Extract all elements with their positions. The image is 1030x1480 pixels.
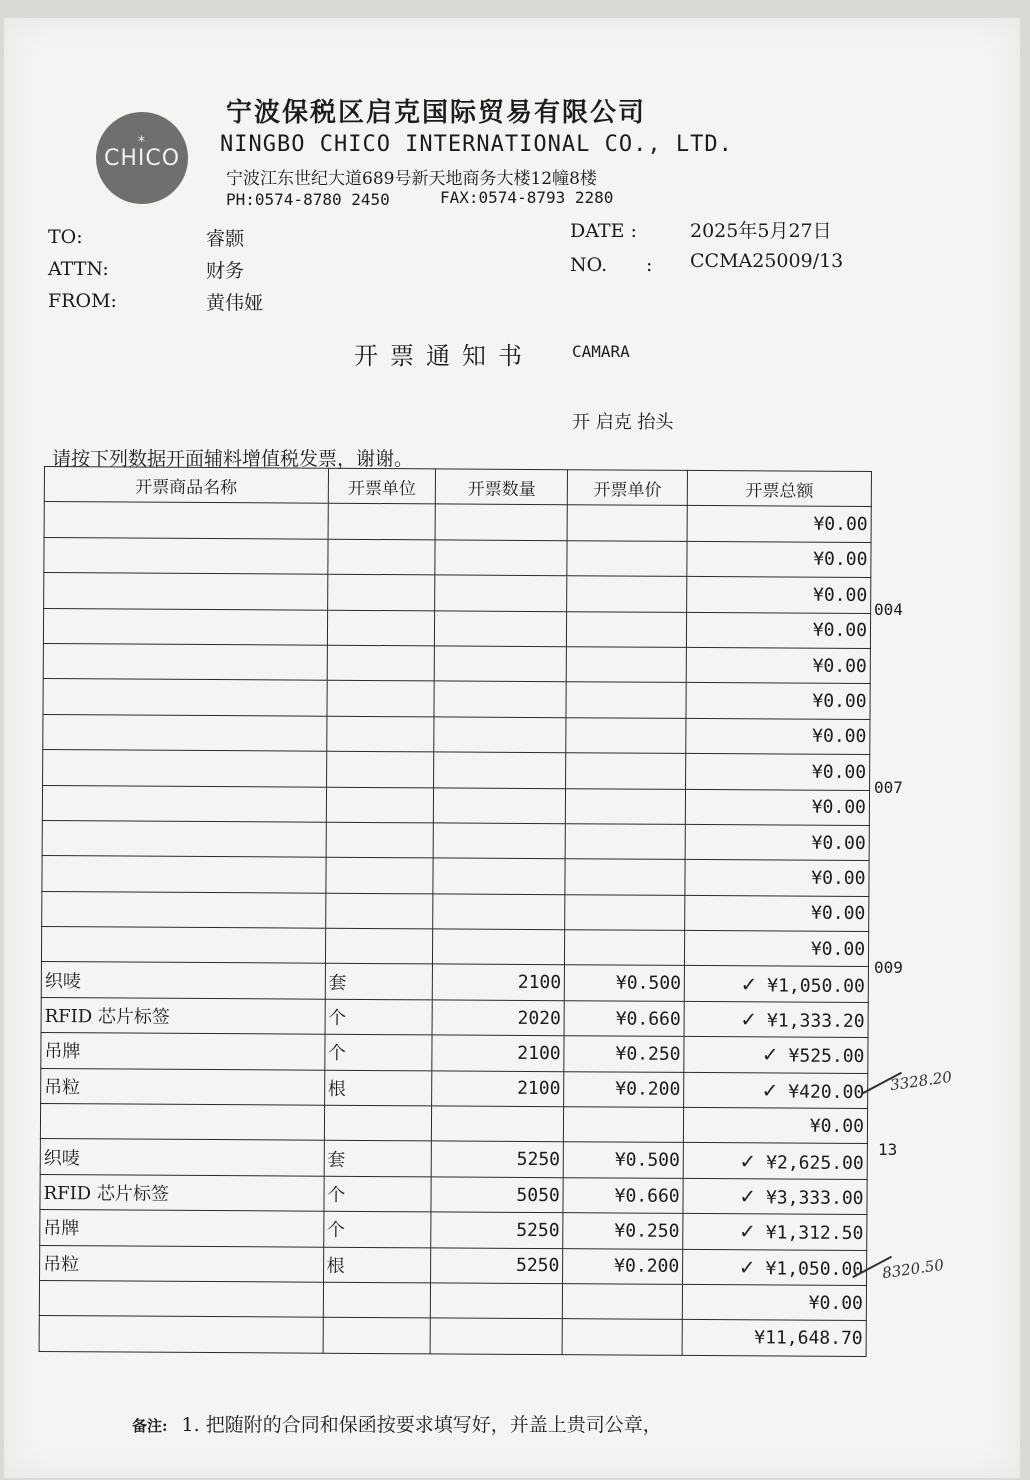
handwritten-subtotal-1: 3328.20 (889, 1067, 953, 1095)
cell-quantity (434, 787, 566, 823)
checkmark-icon: ✓ (740, 971, 758, 997)
cell-unit (327, 574, 435, 610)
cell-quantity (435, 575, 567, 611)
cell-product-name (43, 750, 327, 787)
cell-unit-text: 个 (327, 1184, 346, 1206)
cell-unit-price (565, 965, 685, 1001)
table-row (41, 1033, 868, 1073)
brand-name: CAMARA (572, 342, 630, 361)
cell-product-name (41, 997, 325, 1034)
date-value: 2025年5月27日 (690, 220, 832, 242)
table-row (41, 962, 868, 1002)
table-header-row (44, 467, 871, 507)
cell-product-name (41, 1033, 325, 1070)
cell-total-text: ¥0.00 (811, 761, 867, 783)
cell-unit-price-text: ¥0.660 (614, 1184, 680, 1207)
cell-total-text: ¥0.00 (812, 655, 867, 677)
number-value: CCMA25009/13 (690, 250, 844, 272)
cell-product-name (43, 643, 327, 680)
cell-unit (327, 681, 435, 717)
company-phone: PH:0574-8780 2450 (226, 190, 390, 209)
cell-unit-price (565, 894, 685, 930)
table-row (43, 608, 870, 648)
cell-unit (324, 1105, 432, 1141)
cell-product-name (39, 1316, 323, 1353)
cell-total (684, 1001, 868, 1038)
table-row (40, 1104, 867, 1144)
cell-total-text: ¥1,050.00 (765, 1258, 864, 1280)
cell-product-name-text: 吊粒 (43, 1253, 80, 1276)
cell-unit (327, 539, 435, 575)
cell-quantity (434, 752, 566, 788)
table-row (40, 1210, 867, 1250)
cell-quantity (435, 540, 567, 576)
cell-unit-text: 根 (326, 1255, 345, 1277)
col-header-quantity: 开票数量 (436, 469, 568, 505)
cell-quantity-text: 2100 (517, 1042, 561, 1065)
invoice-table (39, 466, 872, 1357)
cell-product-name (44, 537, 328, 574)
table-row (42, 856, 869, 896)
cell-total-text: ¥420.00 (788, 1081, 865, 1103)
cell-total (683, 1249, 867, 1286)
cell-unit (323, 1247, 431, 1283)
cell-unit (325, 999, 433, 1035)
cell-total (686, 754, 870, 791)
cell-total-text: ¥1,312.50 (765, 1222, 864, 1245)
cell-quantity (431, 1212, 563, 1248)
remark-line (132, 1410, 662, 1437)
cell-unit-price (564, 1001, 684, 1037)
checkmark-icon: ✓ (761, 1042, 779, 1067)
attn-value: 财务 (206, 260, 245, 282)
table-row (41, 927, 868, 967)
cell-total-text: ¥2,625.00 (766, 1152, 864, 1174)
cell-unit-text: 个 (326, 1220, 345, 1242)
table-row (40, 1245, 867, 1285)
cell-total (685, 860, 869, 897)
cell-total (685, 824, 869, 861)
table-row (40, 1139, 867, 1179)
cell-total (684, 1107, 868, 1144)
cell-total-text: ¥0.00 (812, 619, 868, 642)
table-row (43, 643, 870, 683)
cell-product-name (44, 502, 328, 539)
cell-unit-price (564, 1107, 684, 1143)
cell-unit-price (565, 859, 685, 895)
cell-product-name (40, 1139, 324, 1176)
logo-star-icon: * (138, 134, 146, 150)
cell-total (687, 506, 871, 543)
cell-quantity (435, 504, 567, 540)
cell-quantity (432, 1106, 564, 1142)
cell-quantity-text: 5250 (515, 1255, 560, 1277)
cell-unit-price-text: ¥0.200 (615, 1078, 681, 1101)
cell-product-name (44, 573, 328, 610)
cell-unit (323, 1318, 431, 1354)
cell-unit-price-text: ¥0.500 (614, 1149, 680, 1172)
cell-quantity (434, 681, 566, 717)
cell-total-text: ¥0.00 (811, 796, 866, 819)
cell-unit-price (563, 1284, 683, 1320)
cell-unit-price (563, 1248, 683, 1284)
cell-product-name (42, 891, 326, 928)
cell-quantity-text: 2100 (517, 1078, 561, 1100)
cell-unit-price (562, 1319, 682, 1355)
number-colon: : (646, 254, 653, 276)
cell-unit-text: 根 (327, 1078, 346, 1100)
cell-unit-price (567, 540, 687, 576)
col-header-unit: 开票单位 (328, 468, 436, 504)
cell-total (684, 1072, 868, 1109)
cell-unit-text: 个 (327, 1043, 347, 1065)
cell-unit (325, 964, 433, 1000)
cell-total-text: ¥3,333.00 (765, 1187, 864, 1210)
cell-quantity (433, 964, 565, 1000)
invoice-notice-sheet (4, 18, 1020, 1478)
cell-total (684, 966, 868, 1003)
cell-total-text: ¥0.00 (811, 903, 866, 925)
cell-total-text: ¥0.00 (812, 726, 867, 748)
cell-product-name-text: RFID 芯片标签 (44, 1006, 171, 1028)
remark-label: 备注: (132, 1417, 168, 1435)
cell-unit-price (563, 1142, 683, 1178)
cell-unit (327, 610, 435, 646)
logo-text: CHICO (103, 145, 181, 171)
cell-product-name-text: 吊牌 (44, 1041, 81, 1063)
cell-quantity (433, 929, 565, 965)
cell-unit-price-text: ¥0.200 (614, 1255, 680, 1278)
date-label: DATE : (570, 220, 637, 242)
cell-unit-price (566, 682, 686, 718)
cell-total (682, 1284, 866, 1321)
cell-product-name (41, 1068, 325, 1105)
checkmark-icon: ✓ (738, 1255, 756, 1280)
company-name-cn: 宁波保税区启克国际贸易有限公司 (226, 98, 647, 128)
checkmark-icon: ✓ (738, 1219, 756, 1244)
table-row (42, 785, 869, 825)
cell-product-name (39, 1280, 323, 1317)
table-row (42, 891, 869, 931)
margin-note-004: 004 (874, 600, 903, 619)
cell-total-text: ¥0.00 (811, 832, 866, 854)
col-header-product-name: 开票商品名称 (44, 467, 328, 504)
cell-quantity (433, 894, 565, 930)
cell-unit-price (566, 753, 686, 789)
cell-unit-price (566, 647, 686, 683)
table-row (44, 573, 871, 613)
cell-total (685, 895, 869, 932)
cell-unit (324, 1141, 432, 1177)
cell-total-text: ¥11,648.70 (754, 1327, 863, 1350)
cell-quantity (435, 610, 567, 646)
cell-product-name (42, 820, 326, 857)
cell-quantity (432, 1141, 564, 1177)
cell-unit-text: 套 (328, 972, 347, 994)
remark-text: 1. 把随附的合同和保函按要求填写好，并盖上贵司公章， (181, 1414, 662, 1436)
cell-total-text: ¥0.00 (813, 513, 868, 536)
cell-unit (323, 1282, 431, 1318)
cell-total-text: ¥0.00 (809, 1115, 865, 1137)
cell-total (685, 931, 869, 968)
cell-product-name (42, 856, 326, 893)
cell-quantity (432, 1000, 564, 1036)
cell-unit (326, 787, 434, 823)
cell-product-name-text: 织唛 (44, 970, 81, 992)
number-label: NO. (570, 254, 608, 276)
cell-total (684, 1037, 868, 1074)
cell-product-name-text: 织唛 (43, 1147, 80, 1169)
cell-quantity-text: 5050 (516, 1184, 560, 1206)
cell-quantity-text: 5250 (516, 1219, 560, 1242)
cell-total (686, 683, 870, 720)
cell-total (685, 789, 869, 826)
cell-total-text: ¥0.00 (808, 1292, 863, 1314)
cell-total (682, 1320, 866, 1357)
company-logo (96, 112, 188, 204)
margin-note-13: 13 (878, 1140, 898, 1159)
cell-quantity (432, 1071, 564, 1107)
cell-unit-price (563, 1177, 683, 1213)
cell-unit-text: 套 (327, 1149, 346, 1171)
cell-unit (324, 1034, 432, 1070)
cell-total (687, 541, 871, 578)
table-row (44, 502, 871, 542)
cell-total (683, 1178, 867, 1215)
cell-quantity (434, 823, 566, 859)
cell-total-text: ¥0.00 (812, 584, 868, 606)
cell-total-text: ¥0.00 (810, 938, 866, 960)
cell-unit-price-text: ¥0.250 (614, 1220, 680, 1242)
table-row (44, 537, 871, 577)
from-label: FROM: (48, 290, 117, 312)
cell-product-name (40, 1245, 324, 1282)
cell-product-name (41, 927, 325, 964)
table-row (39, 1280, 866, 1320)
cell-product-name (43, 714, 327, 751)
cell-product-name (43, 608, 327, 645)
company-address: 宁波江东世纪大道689号新天地商务大楼12幢8楼 (226, 169, 597, 189)
cell-product-name (40, 1104, 324, 1141)
cell-unit-price (566, 788, 686, 824)
cell-unit-price (567, 505, 687, 541)
cell-unit (326, 751, 434, 787)
to-value: 睿颢 (206, 228, 245, 250)
cell-unit-price (565, 930, 685, 966)
cell-quantity (432, 1035, 564, 1071)
table-row (39, 1316, 866, 1356)
margin-note-007: 007 (874, 778, 903, 797)
cell-unit-price (563, 1213, 683, 1249)
cell-unit-price (567, 611, 687, 647)
cell-product-name (41, 962, 325, 999)
cell-quantity (431, 1318, 563, 1354)
cell-product-name-text: 吊牌 (43, 1218, 80, 1240)
from-value: 黄伟娅 (206, 292, 264, 314)
cell-unit (326, 822, 434, 858)
table-row (42, 820, 869, 860)
table-row (41, 997, 868, 1037)
document-title: 开票通知书 (354, 342, 534, 370)
cell-unit-price (567, 576, 687, 612)
checkmark-icon: ✓ (739, 1184, 757, 1209)
table-row (43, 714, 870, 754)
cell-unit-price (565, 824, 685, 860)
cell-unit-price-text: ¥0.660 (615, 1008, 681, 1030)
attn-label: ATTN: (48, 258, 109, 280)
cell-quantity (431, 1283, 563, 1319)
cell-unit (326, 716, 434, 752)
col-header-total: 开票总额 (687, 470, 871, 507)
handwritten-subtotal-2: 8320.50 (881, 1255, 945, 1283)
table-row (40, 1174, 867, 1214)
cell-unit (323, 1211, 431, 1247)
invoice-header-note: 开 启克 抬头 (572, 412, 674, 433)
cell-quantity (431, 1177, 563, 1213)
cell-total-text: ¥1,050.00 (767, 975, 865, 997)
company-fax: FAX:0574-8793 2280 (440, 188, 614, 207)
cell-unit (328, 504, 436, 540)
cell-total-text: ¥0.00 (813, 549, 868, 571)
cell-total (687, 612, 871, 649)
col-header-unit-price: 开票单价 (568, 470, 688, 506)
cell-unit-text: 个 (328, 1007, 347, 1029)
cell-total-text: ¥0.00 (811, 867, 866, 890)
table-row (43, 679, 870, 719)
table-row (43, 750, 870, 790)
cell-product-name-text: 吊粒 (44, 1076, 81, 1099)
cell-total-text: ¥0.00 (812, 690, 867, 713)
cell-quantity (431, 1247, 563, 1283)
cell-product-name (40, 1210, 324, 1247)
to-label: TO: (48, 226, 83, 248)
table-row (41, 1068, 868, 1108)
cell-product-name (40, 1174, 324, 1211)
cell-quantity-text: 2020 (517, 1007, 561, 1029)
cell-unit (324, 1070, 432, 1106)
cell-total-text: ¥525.00 (788, 1045, 865, 1068)
cell-unit (325, 858, 433, 894)
cell-quantity-text: 5250 (516, 1149, 561, 1171)
cell-quantity (433, 858, 565, 894)
checkmark-icon: ✓ (739, 1148, 757, 1173)
company-name-en: NINGBO CHICO INTERNATIONAL CO., LTD. (220, 132, 733, 157)
cell-quantity (435, 646, 567, 682)
cell-unit-price-text: ¥0.250 (615, 1043, 681, 1065)
cell-total (686, 718, 870, 755)
cell-product-name (42, 785, 326, 822)
cell-unit-price (566, 717, 686, 753)
checkmark-icon: ✓ (740, 1007, 758, 1032)
cell-total (687, 577, 871, 614)
cell-unit-price-text: ¥0.500 (615, 972, 682, 995)
cell-product-name (43, 679, 327, 716)
cell-unit (327, 645, 435, 681)
cell-total-text: ¥1,333.20 (767, 1010, 865, 1033)
cell-unit (325, 893, 433, 929)
cell-unit (325, 928, 433, 964)
cell-product-name-text: RFID 芯片标签 (43, 1183, 169, 1205)
cell-total (683, 1214, 867, 1251)
cell-unit-price (564, 1071, 684, 1107)
cell-unit (323, 1176, 431, 1212)
checkmark-icon: ✓ (761, 1078, 779, 1103)
cell-total (686, 647, 870, 684)
cell-unit-price (564, 1036, 684, 1072)
margin-note-009: 009 (874, 958, 903, 977)
intro-text: 请按下列数据开面辅料增值税发票，谢谢。 (52, 448, 414, 470)
cell-quantity (434, 717, 566, 753)
cell-total (683, 1143, 867, 1180)
cell-quantity-text: 2100 (517, 972, 562, 994)
